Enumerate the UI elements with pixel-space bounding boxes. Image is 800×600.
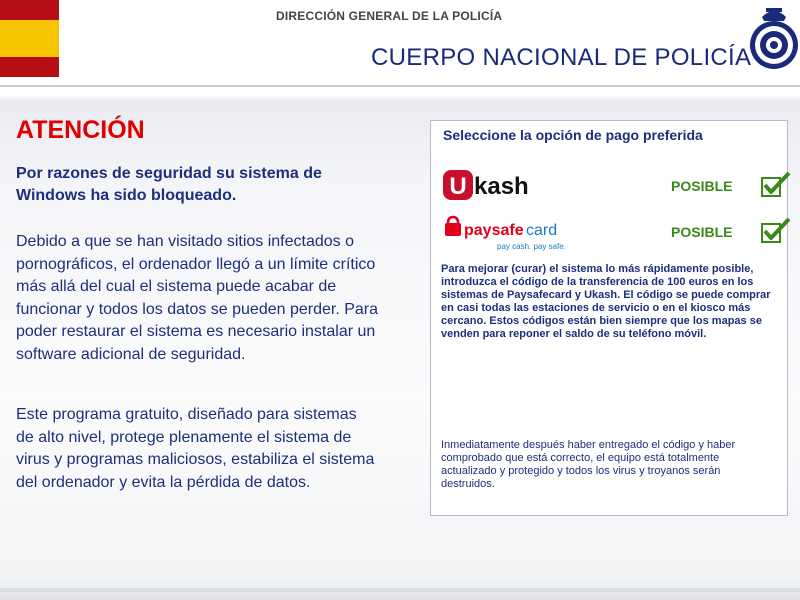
reason-paragraph: Debido a que se han visitado sitios infectados o pornográficos, el ordenador llegó a un límite crítico más allá del cual el sistema puede acabar de funcionar y todos los datos se pueden perder. Para poder restaurar el sistema es necesario instalar un software adicional de seguridad. [16, 233, 379, 363]
ukash-logo-u: U [449, 173, 467, 200]
warning-heading: ATENCIÓN [16, 116, 145, 144]
spain-flag [0, 0, 59, 77]
paysafecard-logo [443, 213, 583, 253]
ukash-logo [443, 169, 543, 201]
payment-option-ukash[interactable] [441, 165, 781, 201]
paysafecard-logo-pay: paysafe [464, 222, 524, 239]
program-paragraph: Este programa gratuito, diseñado para sistemas de alto nivel, protege plenamente el sistema de virus y programas maliciosos, estabiliza el sistema del ordenador y evita la pérdida de datos. [16, 406, 375, 491]
paysafecard-logo-card: card [526, 222, 558, 239]
paysafecard-tagline: pay cash. pay safe. [497, 242, 566, 251]
payment-panel [430, 120, 788, 516]
payment-instructions: Para mejorar (curar) el sistema lo más rápidamente posible, introduzca el código de la transferencia de 100 euros en los sistemas de Paysafecard y Ukash. El código se puede comprar en casi todas las estaciones de servicio o en el kiosco más cercano. Estos códigos están bien siempre que los mapas se venden para reponer el saldo de su teléfono móvil. [441, 263, 771, 340]
header-divider [0, 85, 800, 87]
payment-panel-title: Seleccione la opción de pago preferida [443, 127, 703, 143]
police-badge-icon [748, 3, 800, 71]
footer-divider [0, 588, 800, 592]
payment-footer-note: Inmediatamente después haber entregado el código y haber comprobado que está correcto, el equipo está totalmente actualizado y protegido y todos los virus y troyanos serán destruidos. [441, 439, 736, 490]
ukash-logo-text: kash [474, 173, 529, 200]
check-icon [761, 217, 791, 243]
page-header-title: CUERPO NACIONAL DE POLICÍA [371, 44, 752, 71]
lock-message: Por razones de seguridad su sistema de Windows ha sido bloqueado. [16, 165, 322, 204]
check-icon [761, 171, 791, 197]
payment-option-paysafecard[interactable] [441, 211, 781, 251]
ukash-status: POSIBLE [671, 178, 733, 194]
agency-label: DIRECCIÓN GENERAL DE LA POLICÍA [276, 9, 503, 23]
paysafecard-status: POSIBLE [671, 224, 733, 240]
